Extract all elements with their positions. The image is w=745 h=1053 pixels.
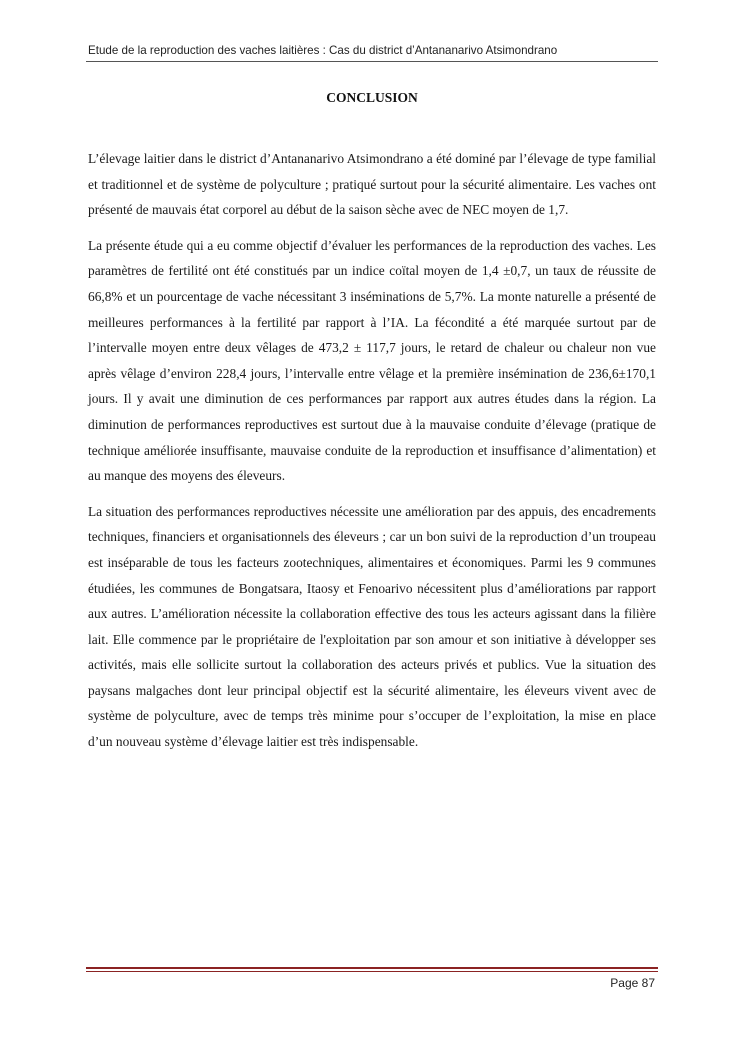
footer-divider-thin xyxy=(86,971,658,972)
paragraph-3: La situation des performances reproductives nécessite une amélioration par des appuis, des encadrements techniques, financiers et organisationnels des éleveurs ; car un bon suivi de la reproduction d’un troupeau est inséparable de tous les facteurs zootechniques, alimentaires et économiques. Parmi les 9 communes étudiées, les communes de Bongatsara, Itaosy et Fenoarivo nécessitent plus d’améliorations par rapport aux autres. L’amélioration nécessite la collaboration effective des tous les acteurs agissant dans la filière lait. Elle commence par le propriétaire de l'exploitation par son amour et son initiative à développer ses activités, mais elle sollicite surtout la collaboration des acteurs privés et publics. Vue la situation des paysans malgaches dont leur principal objectif est la sécurité alimentaire, les éleveurs vivent avec de système de polyculture, avec de temps très minime pour s’occuper de l’exploitation, la mise en place d’un nouveau système d’élevage laitier est très indispensable. xyxy=(88,503,656,750)
paragraph-1: L’élevage laitier dans le district d’Antananarivo Atsimondrano a été dominé par l’élevage de type familial et traditionnel et de système de polyculture ; pratiqué surtout pour la sécurité alimentaire. Les vaches ont présenté de mauvais état corporel au début de la saison sèche avec de NEC moyen de 1,7. xyxy=(88,151,656,218)
header-divider xyxy=(86,61,658,62)
page-number: Page 87 xyxy=(610,976,655,990)
page-title: CONCLUSION xyxy=(326,90,418,105)
running-header: Etude de la reproduction des vaches laitières : Cas du district d’Antananarivo Atsimondrano xyxy=(88,44,558,57)
body-text xyxy=(88,146,656,765)
footer-divider-thick xyxy=(86,967,658,969)
paragraph-2: La présente étude qui a eu comme objectif d’évaluer les performances de la reproduction des vaches. Les paramètres de fertilité ont été constitués par un indice coïtal moyen de 1,4 ±0,7, un taux de réussite de 66,8% et un pourcentage de vache nécessitant 3 inséminations de 5,7%. La monte naturelle a présenté de meilleures performances à la fertilité par rapport à l’IA. La fécondité a été marquée surtout par de l’intervalle moyen entre deux vêlages de 473,2 ± 117,7 jours, le retard de chaleur ou chaleur non vue après vêlage d’environ 228,4 jours, l’intervalle entre vêlage et la première insémination de 236,6±170,1 jours. Il y avait une diminution de ces performances par rapport aux autres études dans la région. La diminution de performances reproductives est surtout due à la mauvaise conduite d’élevage (pratique de technique améliorée insuffisante, mauvaise conduite de la reproduction et insuffisance d’alimentation) et au manque des moyens des éleveurs. xyxy=(88,237,656,484)
